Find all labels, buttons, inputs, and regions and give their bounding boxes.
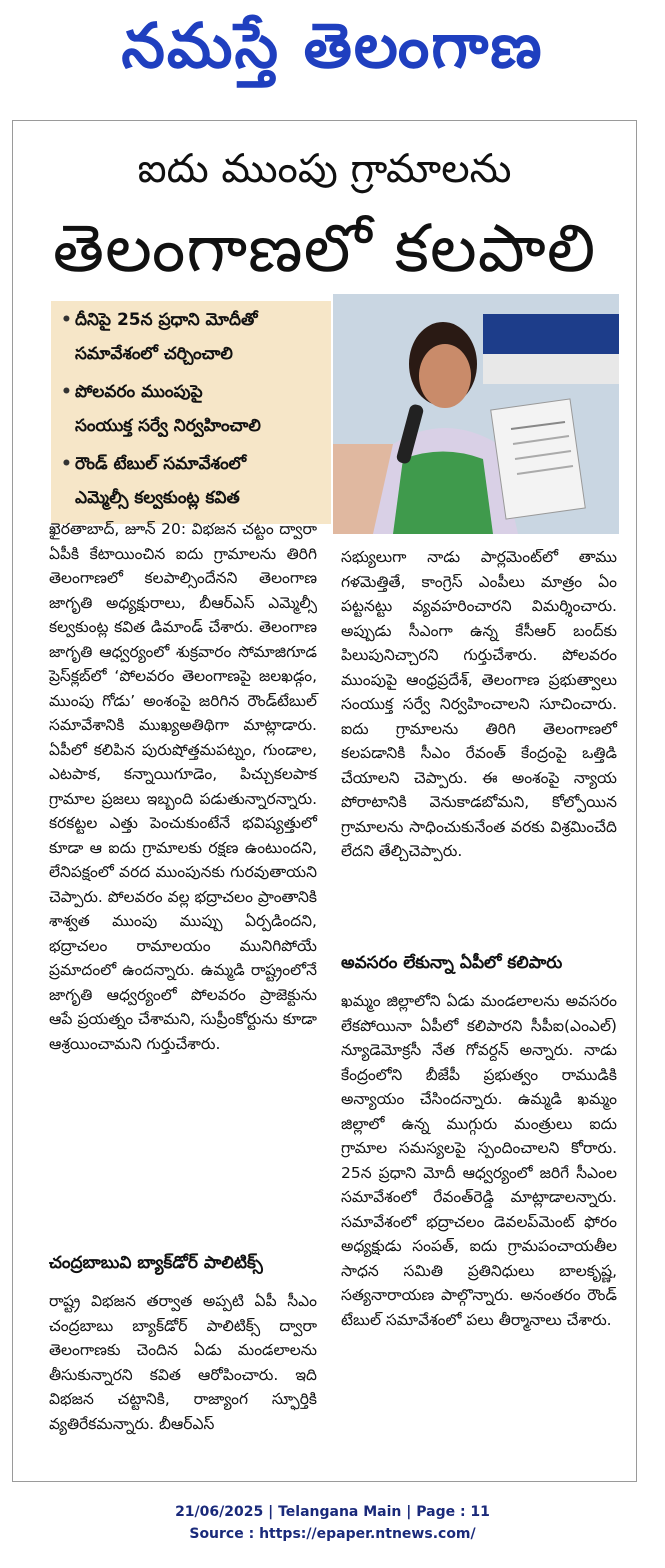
subheading-2: అవసరం లేకున్నా ఏపీలో కలిపారు [341, 953, 563, 973]
highlight-line: సంయుక్త సర్వే నిర్వహించాలి [75, 416, 261, 436]
highlight-line: • పోలవరం ముంపుపై [61, 375, 203, 409]
article-headline: తెలంగాణలో కలపాలి [52, 210, 597, 287]
masthead-logo: నమస్తే తెలంగాణ [121, 9, 544, 82]
bullet-icon: • [61, 310, 72, 330]
highlight-line: సమావేశంలో చర్చించాలి [75, 344, 233, 364]
article-clipping [12, 120, 637, 1482]
column-1-paragraph-2: రాష్ట్ర విభజన తర్వాత అప్పటి ఏపీ సీఎం చంద్రబాబు బ్యాక్‌డోర్ పాలిటిక్స్ ద్వారా తెలంగాణకు చెందిన ఏడు మండలాలను తీసుకున్నారని కవిత ఆరోపించారు. ఇది విభజన చట్టానికి, రాజ్యాంగ స్ఫూర్తికి వ్యతిరేకమన్నారు. బీఆర్ఎస్ [49, 1292, 317, 1433]
highlight-line: • రౌండ్ టేబుల్ సమావేశంలో [61, 447, 246, 481]
column-2-paragraph-1: సభ్యులుగా నాడు పార్లమెంట్‌లో తాము గళమెత్తితే, కాంగ్రెస్ ఎంపీలు మాత్రం ఏం పట్టనట్టు వ్యవహరించారని విమర్శించారు. అప్పుడు సీఎంగా ఉన్న కేసీఆర్ బంద్‌కు పిలుపునిచ్చారని గుర్తుచేశారు. పోలవరం ముంపుపై ఆంధ్రప్రదేశ్, తెలంగాణ ప్రభుత్వాలు సంయుక్త సర్వే నిర్వహించాలని సూచించారు. ఐదు గ్రామాలను తిరిగి తెలంగాణలో కలపడానికి సీఎం రేవంత్ కేంద్రంపై ఒత్తిడి చేయాలని చెప్పారు. ఈ అంశంపై న్యాయ పోరాటానికి వెనుకాడబోమని, కోల్పోయిన గ్రామాలను సాధించుకునేంత వరకు విశ్రమించేది లేదని తేల్చిచెప్పారు. [341, 548, 617, 860]
highlights-box [51, 301, 331, 524]
article-kicker: ఐదు ముంపు గ్రామాలను [137, 146, 512, 192]
footer-date-line: 21/06/2025 | Telangana Main | Page : 11 [175, 1504, 490, 1520]
subheading-1: చంద్రబాబువి బ్యాక్‌డోర్ పాలిటిక్స్ [49, 1253, 263, 1273]
highlight-line: ఎమ్మెల్సీ కల్వకుంట్ల కవిత [75, 488, 240, 508]
column-1-paragraph-1: ఖైరతాబాద్, జూన్ 20: విభజన చట్టం ద్వారా ఏపీకి కేటాయించిన ఐదు గ్రామాలను తిరిగి తెలంగాణలో కలపాల్సిందేనని తెలంగాణ జాగృతి అధ్యక్షురాలు, బీఆర్ఎస్ ఎమ్మెల్సీ కల్వకుంట్ల కవిత డిమాండ్ చేశారు. తెలంగాణ జాగృతి ఆధ్వర్యంలో శుక్రవారం సోమాజిగూడ ప్రెస్‌క్లబ్‌లో ‘పోలవరం తెలంగాణపై జలఖడ్గం, ముంపు గోడు’ అంశంపై జరిగిన రౌండ్‌టేబుల్ సమావేశానికి ముఖ్యఅతిథిగా మాట్లాడారు. ఏపీలో కలిపిన పురుషోత్తమపట్నం, గుండాల, ఎటపాక, కన్నాయిగూడెం, పిచ్చుకలపాక గ్రామాల ప్రజలు ఇబ్బంది పడుతున్నారన్నారు. కరకట్టల ఎత్తు పెంచుకుంటేనే భవిష్యత్తులో కూడా ఆ ఐదు గ్రామాలకు రక్షణ ఉంటుందని, లేనిపక్షంలో వరద ముంపునకు గురవుతాయని చెప్పారు. పోలవరం వల్ల భద్రాచలం ప్రాంతానికి శాశ్వత ముంపు ముప్పు ఏర్పడిందని, భద్రాచలం రామాలయం మునిగిపోయే ప్రమాదంలో ఉందన్నారు. ఉమ్మడి రాష్ట్రంలోనే జాగృతి ఆధ్వర్యంలో పోలవరం ప్రాజెక్టును ఆపే ప్రయత్నం చేశామని, సుప్రీంకోర్టును కూడా ఆశ్రయించామని గుర్తుచేశారు. [49, 520, 317, 1053]
masthead [0, 0, 665, 100]
column-2-paragraph-2: ఖమ్మం జిల్లాలోని ఏడు మండలాలను అవసరం లేకపోయినా ఏపీలో కలిపారని సీపీఐ(ఎంఎల్) న్యూడెమోక్రసీ నేత గోవర్దన్ అన్నారు. నాడు కేంద్రంలోని బీజేపీ ప్రభుత్వం రాముడికి అన్యాయం చేసిందన్నారు. ఉమ్మడి ఖమ్మం జిల్లాలో ఉన్న ముగ్గురు మంత్రులు ఐదు గ్రామాల సమస్యలపై స్పందించాలని కోరారు. 25న ప్రధాని మోదీ ఆధ్వర్యంలో జరిగే సీఎంల సమావేశంలో రేవంత్‌రెడ్డి మాట్లాడాలన్నారు. సమావేశంలో భద్రాచలం డెవలప్‌మెంట్ ఫోరం అధ్యక్షుడు సంపత్, ఐదు గ్రామపంచాయతీల సాధన సమితి ప్రతినిధులు బాలకృష్ణ, సత్యనారాయణ పాల్గొన్నారు. అనంతరం రౌండ్ టేబుల్ సమావేశంలో పలు తీర్మానాలు చేశారు. [341, 992, 617, 1329]
speaker-photo-illustration [333, 294, 619, 534]
article-photo [333, 294, 619, 534]
highlight-line: • దీనిపై 25న ప్రధాని మోదీతో [61, 303, 258, 337]
footer-source-line: Source : https://epaper.ntnews.com/ [189, 1526, 476, 1542]
bullet-icon: • [61, 382, 72, 402]
bullet-icon: • [61, 454, 72, 474]
